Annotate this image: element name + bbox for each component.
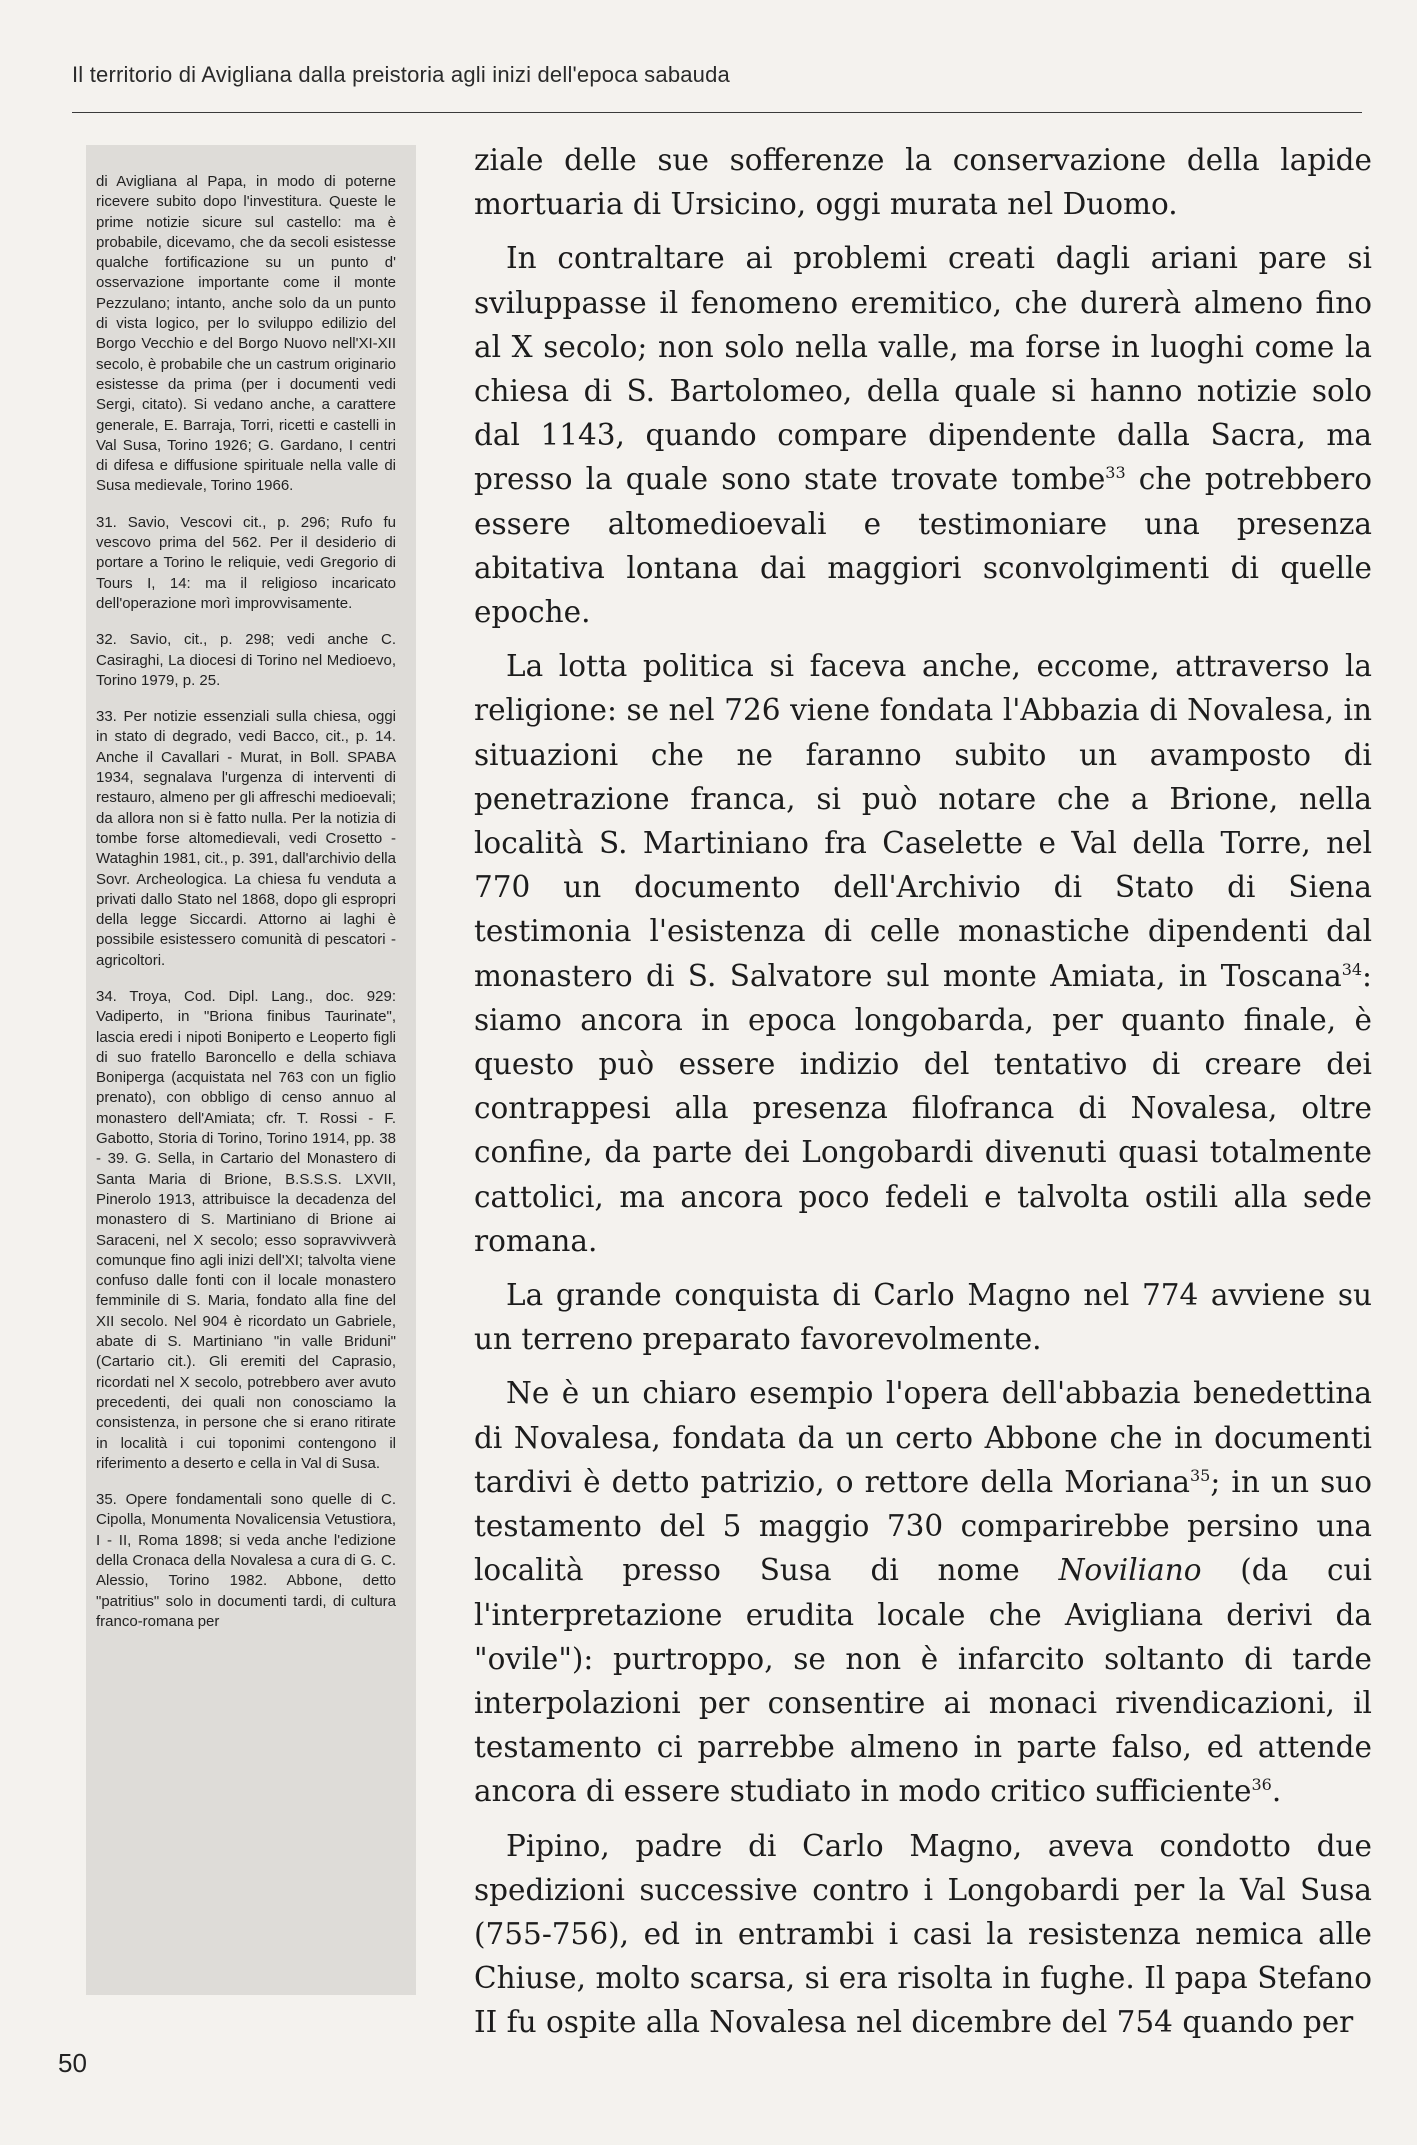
place-name-italic: Noviliano: [1058, 1553, 1202, 1588]
footnote-ref-36[interactable]: 36: [1251, 1775, 1272, 1795]
paragraph-2: In contraltare ai problemi creati dagli ariani pare si sviluppasse il fenomeno eremitico, che durerà almeno fino al X secolo; non solo nella valle, ma forse in luoghi come la chiesa di S. Bartolomeo, della quale si hanno notizie solo dal 1143, quando compare dipendente dalla Sacra, ma presso la quale sono state trovate tombe$^{33}$ che potrebbero essere altomedioevali e testimoniare una presenza abitativa lontana dai maggiori sconvolgimenti di quelle epoche.: [474, 241, 1372, 630]
paragraph-6: Pipino, padre di Carlo Magno, aveva condotto due spedizioni successive contro i Longobardi per la Val Susa (755-756), ed in entrambi i casi la resistenza nemica alle Chiuse, molto scarsa, si era risolta in fughe. Il papa Stefano II fu ospite alla Novalesa nel dicembre del 754 quando per: [474, 1828, 1372, 2040]
footnote-31: 31. Savio, Vescovi cit., p. 296; Rufo fu vescovo prima del 562. Per il desiderio di portare a Torino le reliquie, vedi Gregorio di Tours I, 14: ma il religioso incaricato dell'operazione morì improvvisamente.: [96, 513, 396, 612]
header-rule: [72, 112, 1362, 113]
footnotes-column: [96, 172, 396, 1648]
page-number: 50: [58, 2048, 87, 2078]
paragraph-1: ziale delle sue sofferenze la conservazione della lapide mortuaria di Ursicino, oggi murata nel Duomo.: [474, 143, 1372, 222]
footnote-34: 34. Troya, Cod. Dipl. Lang., doc. 929: Vadiperto, in "Briona finibus Taurinate", lascia eredi i nipoti Boniperto e Leoperto figli di suo fratello Baroncello e della schiava Boniperga (acquistata nel 763 con un figlio prenato), con obbligo di censo annuo al monastero dell'Amiata; cfr. T. Rossi - F. Gabotto, Storia di Torino, Torino 1914, pp. 38 - 39. G. Sella, in Cartario del Monastero di Santa Maria di Brione, B.S.S.S. LXVII, Pinerolo 1913, attribuisce la decadenza del monastero di S. Martiniano di Brione ai Saraceni, nel X secolo; esso sopravvivverà comunque fino agli inizi dell'XI; talvolta viene confuso dalle fonti con il locale monastero femminile di S. Maria, fondato alla fine del XII secolo. Nel 904 è ricordato un Gabriele, abate di S. Martiniano "in valle Briduni" (Cartario cit.). Gli eremiti del Caprasio, ricordati nel X secolo, potrebbero aver avuto precedenti, dei quali non conosciamo la consistenza, in persone che si erano ritirate in località i cui toponimi contengono il riferimento a deserto e cella in Val di Susa.: [96, 987, 396, 1472]
running-head: Il territorio di Avigliana dalla preistoria agli inizi dell'epoca sabauda: [72, 62, 730, 87]
footnote-ref-34[interactable]: 34: [1341, 959, 1363, 979]
footnote-33: 33. Per notizie essenziali sulla chiesa, oggi in stato di degrado, vedi Bacco, cit., p. 14. Anche il Cavallari - Murat, in Boll. SPABA 1934, segnalava l'urgenza di interventi di restauro, almeno per gli affreschi medioevali; da allora non si è fatto nulla. Per la notizia di tombe forse altomedievali, vedi Crosetto - Wataghin 1981, cit., p. 391, dall'archivio della Sovr. Archeologica. La chiesa fu venduta a privati dallo Stato nel 1868, dopo gli espropri della legge Siccardi. Attorno ai laghi è possibile esistessero comunità di pescatori - agricoltori.: [96, 708, 396, 969]
paragraph-5: Ne è un chiaro esempio l'opera dell'abbazia benedettina di Novalesa, fondata da un certo Abbone che in documenti tardivi è detto patrizio, o rettore della Moriana$^{35}$; in un suo testamento del 5 maggio 730 comparirebbe persino una località presso Susa di nome Noviliano (da cui l'interpretazione erudita locale che Avigliana derivi da "ovile"): purtroppo, se non è infarcito soltanto di tarde interpolazioni per consentire ai monaci rivendicazioni, il testamento ci parrebbe almeno in parte falso, ed attende ancora di essere studiato in modo critico sufficiente$^{36}$.: [474, 1376, 1372, 1809]
footnote-32: 32. Savio, cit., p. 298; vedi anche C. Casiraghi, La diocesi di Torino nel Medioevo, Torino 1979, p. 25.: [96, 631, 396, 689]
footnote-30-continuation: di Avigliana al Papa, in modo di poterne ricevere subito dopo l'investitura. Queste le prime notizie sicure sul castello: ma è probabile, dicevamo, che da secoli esistesse qualche fortificazione su un punto d' osservazione importante come il monte Pezzulano; intanto, anche solo da un punto di vista logico, per lo sviluppo edilizio del Borgo Vecchio e del Borgo Nuovo nell'XI-XII secolo, è probabile che un castrum originario esistesse da prima (per i documenti vedi Sergi, citato). Si vedano anche, a carattere generale, E. Barraja, Torri, ricetti e castelli in Val Susa, Torino 1926; G. Gardano, I centri di difesa e diffusione spirituale nella valle di Susa medievale, Torino 1966.: [96, 173, 396, 495]
main-text-column: [474, 138, 1372, 2055]
footnote-35: 35. Opere fondamentali sono quelle di C. Cipolla, Monumenta Novalicensia Vetustiora, I - II, Roma 1898; si veda anche l'edizione della Cronaca della Novalesa a cura di G. C. Alessio, Torino 1982. Abbone, detto "patritius" solo in documenti tardi, di cultura franco-romana per: [96, 1491, 396, 1630]
footnote-ref-33[interactable]: 33: [1105, 463, 1126, 483]
footnote-ref-35[interactable]: 35: [1189, 1466, 1211, 1486]
paragraph-3: La lotta politica si faceva anche, eccome, attraverso la religione: se nel 726 viene fondata l'Abbazia di Novalesa, in situazioni che ne faranno subito un avamposto di penetrazione franca, si può notare che a Brione, nella località S. Martiniano fra Caselette e Val della Torre, nel 770 un documento dell'Archivio di Stato di Siena testimonia l'esistenza di celle monastiche dipendenti dal monastero di S. Salvatore sul monte Amiata, in Toscana$^{34}$: siamo ancora in epoca longobarda, per quanto finale, è questo può essere indizio del tentativo di creare dei contrappesi alla presenza filofranca di Novalesa, oltre confine, da parte dei Longobardi divenuti quasi totalmente cattolici, ma ancora poco fedeli e talvolta ostili alla sede romana.: [474, 649, 1372, 1258]
paragraph-4: La grande conquista di Carlo Magno nel 774 avviene su un terreno preparato favorevolmente.: [474, 1278, 1372, 1357]
